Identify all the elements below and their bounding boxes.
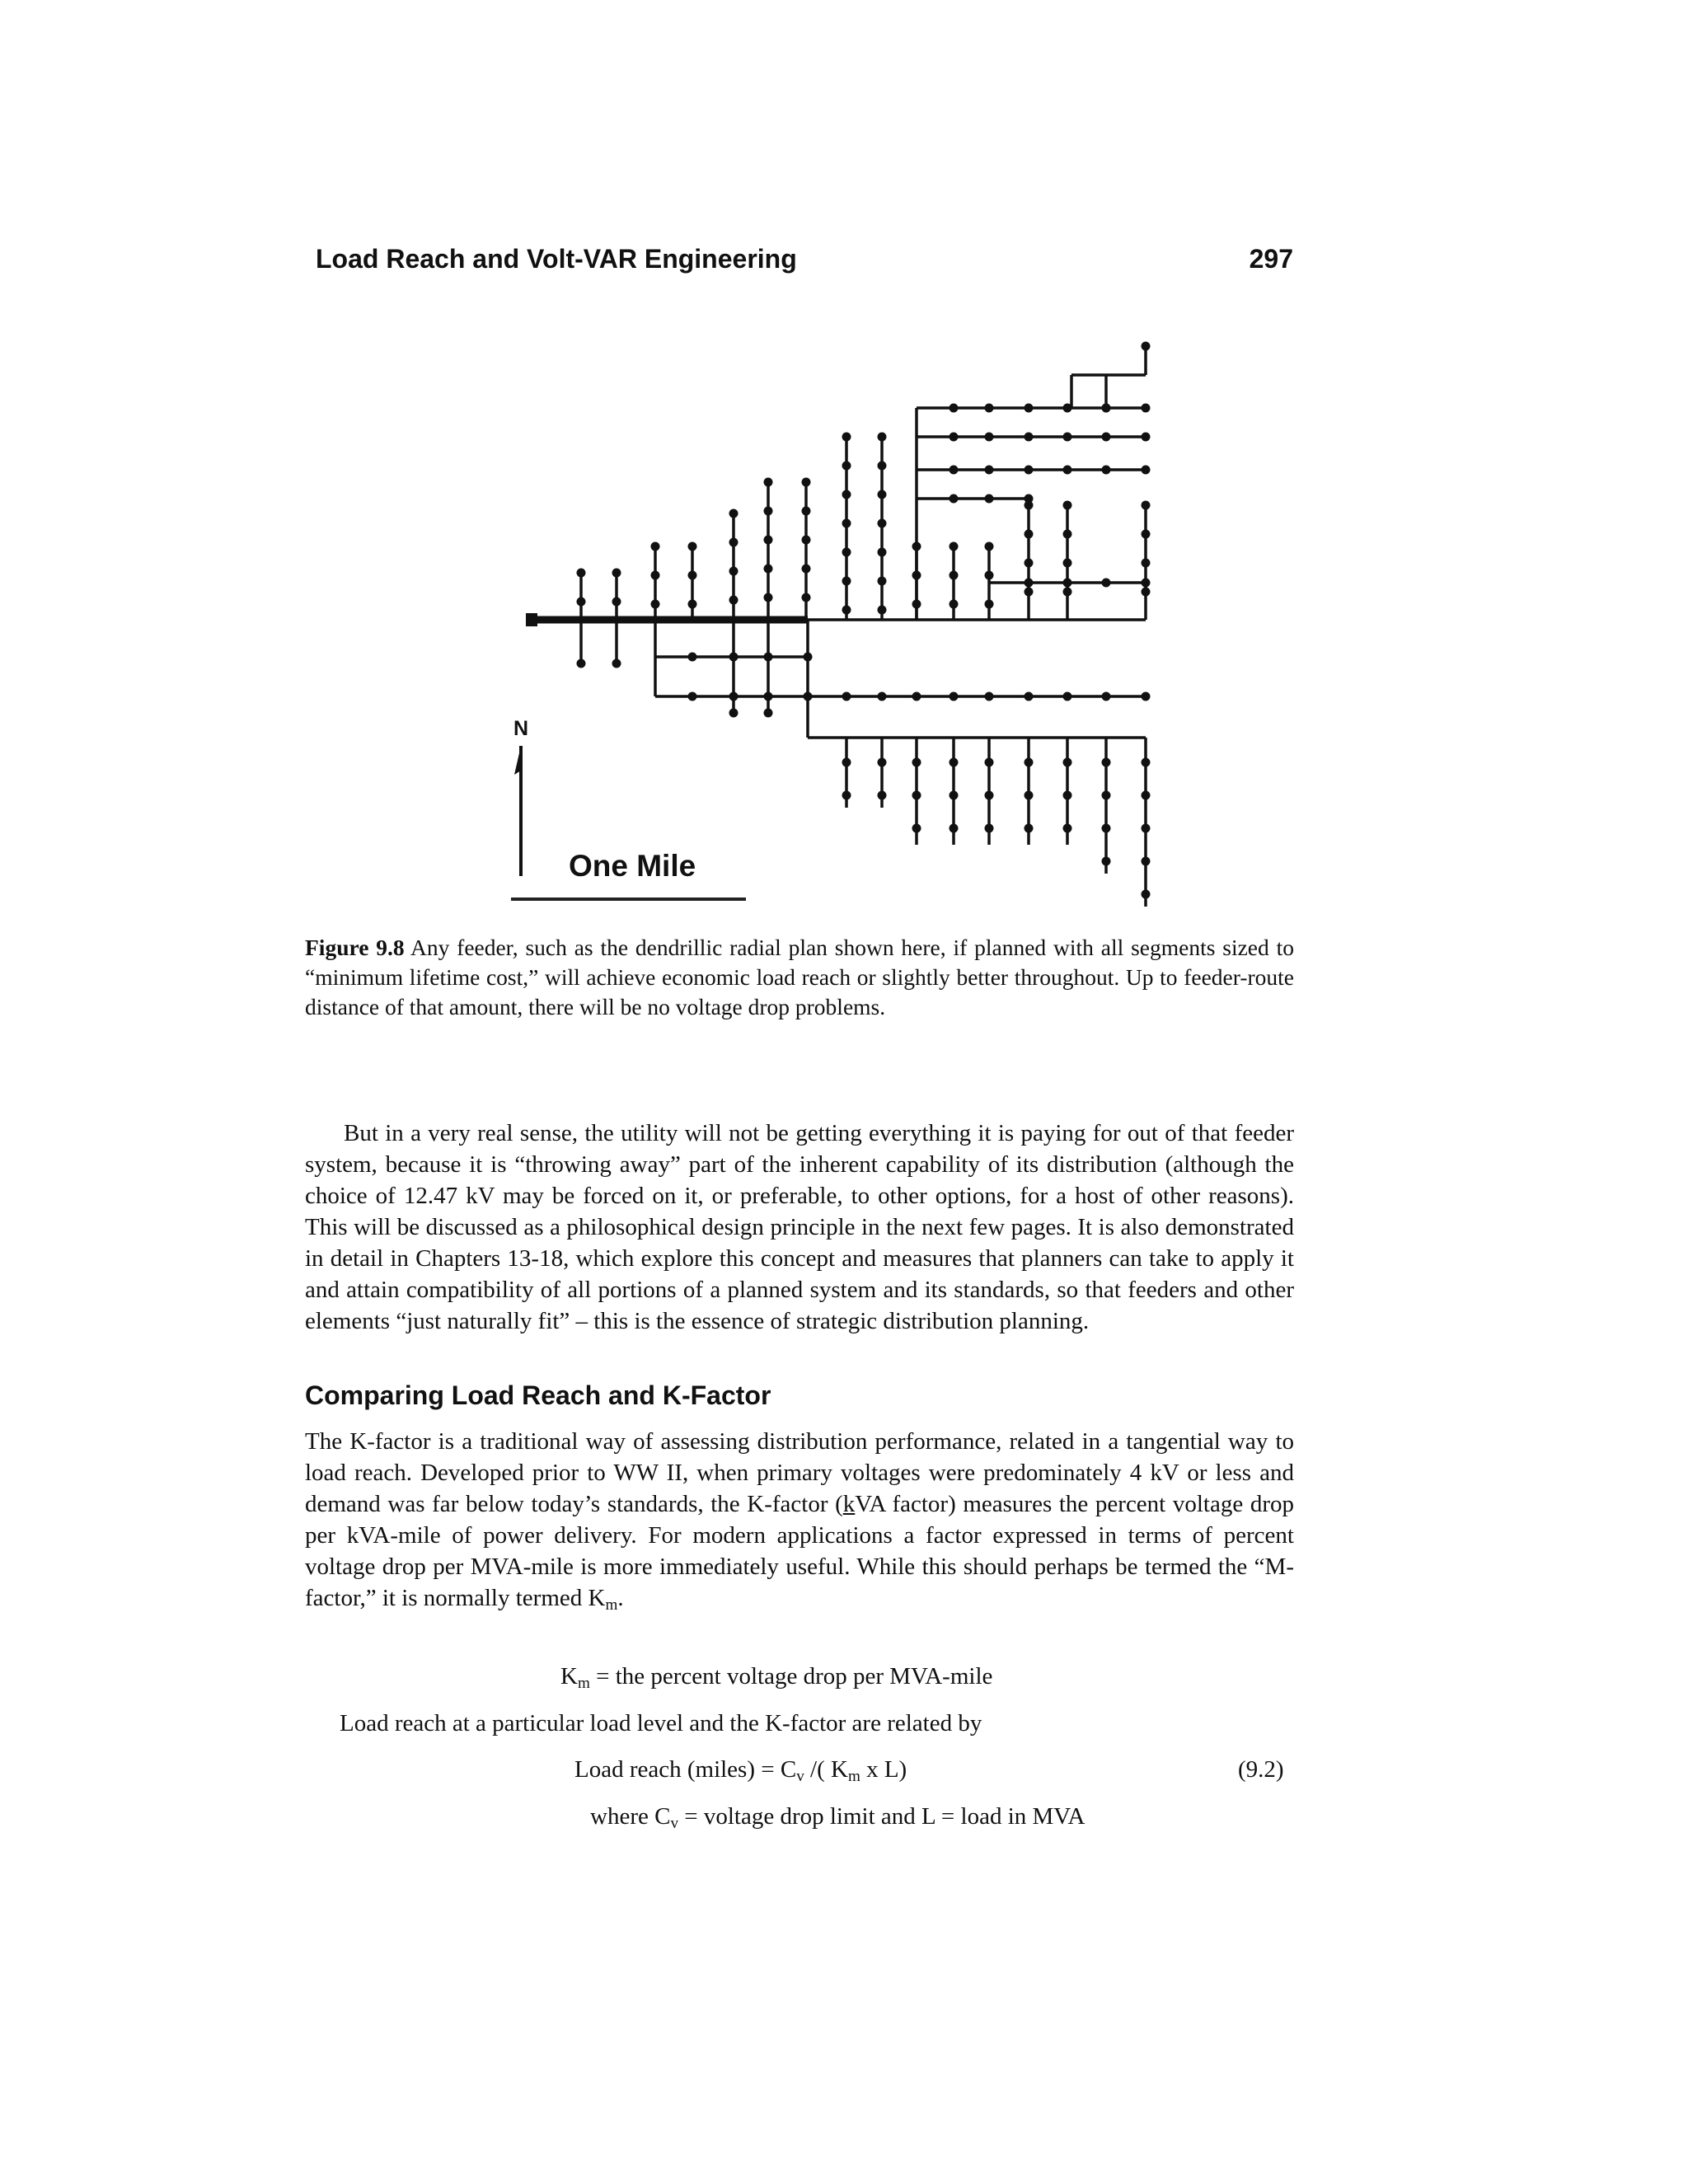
load-node [912, 824, 921, 833]
load-node [1102, 791, 1111, 800]
load-node [950, 494, 959, 504]
equation-cv-subscript: v [796, 1767, 804, 1785]
load-node [1063, 758, 1072, 767]
equation-mid: /( K [804, 1756, 848, 1783]
load-node [985, 466, 994, 475]
km-definition-text: = the percent voltage drop per MVA-mile [589, 1663, 993, 1690]
paragraph-2-subscript: m [605, 1596, 618, 1614]
load-node [878, 519, 887, 528]
paragraph-2-text-a: The K-factor is a traditional way of assessing distribution performance, related in a tangential way to load reach. Developed prior to WW II, when primary voltages were predominately 4 kV or less and demand was far below today’s standards, the K-factor ( [305, 1428, 1294, 1517]
paragraph-2-text-c: . [617, 1585, 624, 1611]
load-node [802, 565, 811, 574]
load-node [985, 692, 994, 701]
where-text-b: = voltage drop limit and L = load in MVA [678, 1803, 1085, 1830]
load-node [878, 692, 887, 701]
load-node [1102, 692, 1111, 701]
load-node [688, 692, 697, 701]
load-node [729, 538, 738, 547]
load-node [985, 824, 994, 833]
load-node [651, 600, 660, 609]
paragraph-2-text-b: VA factor) measures the percent voltage drop per kVA-mile of power delivery. For modern applications a factor expressed in terms of percent voltage drop per MVA-mile is more immediately useful. While this should perhaps be termed the “M-factor,” it is normally termed K [305, 1491, 1294, 1611]
load-node [1142, 501, 1151, 510]
load-node [1102, 579, 1111, 588]
scale-label: One Mile [569, 849, 696, 883]
load-node [985, 542, 994, 551]
load-node [1025, 494, 1034, 504]
load-node [651, 571, 660, 580]
load-node [878, 791, 887, 800]
load-node [612, 659, 621, 668]
load-node [985, 404, 994, 413]
load-node [950, 600, 959, 609]
load-node [985, 758, 994, 767]
where-text-a: where C [590, 1803, 671, 1830]
load-node [1025, 559, 1034, 568]
load-node [729, 596, 738, 605]
feeder-diagram [495, 326, 1179, 927]
load-node [878, 433, 887, 442]
equation-rhs: x L) [860, 1756, 907, 1783]
load-node [950, 542, 959, 551]
load-node [688, 571, 697, 580]
load-node [729, 567, 738, 576]
paragraph-2-underlined: k [842, 1491, 856, 1517]
load-node [1025, 692, 1034, 701]
load-node [1025, 433, 1034, 442]
load-node [577, 569, 586, 578]
load-node [1142, 824, 1151, 833]
load-node [1063, 404, 1072, 413]
load-node [1063, 501, 1072, 510]
load-node [1102, 824, 1111, 833]
load-node [912, 692, 921, 701]
load-node [764, 536, 773, 545]
load-node [912, 791, 921, 800]
load-node [1063, 433, 1072, 442]
load-node [764, 653, 773, 662]
load-node [842, 490, 851, 499]
load-node [688, 600, 697, 609]
load-node [878, 577, 887, 586]
load-node [912, 600, 921, 609]
load-node [842, 433, 851, 442]
load-node [842, 519, 851, 528]
load-node [1025, 588, 1034, 597]
load-node [1142, 791, 1151, 800]
load-node [842, 462, 851, 471]
load-node [1142, 466, 1151, 475]
load-node [1063, 588, 1072, 597]
load-node [1025, 824, 1034, 833]
load-node [651, 542, 660, 551]
page-header [316, 244, 1293, 277]
load-node [1142, 342, 1151, 351]
load-node [1142, 758, 1151, 767]
load-node [1142, 530, 1151, 539]
load-node [1102, 466, 1111, 475]
figure-caption-label: Figure 9.8 [305, 935, 405, 960]
load-node [1142, 857, 1151, 866]
load-node [612, 569, 621, 578]
load-node [950, 758, 959, 767]
load-node [842, 577, 851, 586]
load-node [1102, 857, 1111, 866]
equation-where [590, 1801, 1085, 1832]
load-node [842, 758, 851, 767]
load-node [804, 692, 813, 701]
load-node [985, 494, 994, 504]
load-node [802, 478, 811, 487]
equation-definition [560, 1661, 992, 1692]
load-node [842, 548, 851, 557]
load-node [842, 692, 851, 701]
load-node [950, 433, 959, 442]
section-heading: Comparing Load Reach and K-Factor [305, 1380, 771, 1410]
load-node [802, 536, 811, 545]
load-node [1063, 559, 1072, 568]
equation-km-subscript: m [847, 1767, 860, 1785]
load-node [729, 709, 738, 718]
load-node [842, 606, 851, 615]
km-symbol: K [560, 1663, 578, 1690]
load-node [1025, 579, 1034, 588]
load-node [1142, 433, 1151, 442]
load-node [950, 692, 959, 701]
load-node [912, 542, 921, 551]
load-node [729, 653, 738, 662]
north-label: N [513, 717, 529, 740]
figure-caption-text: Any feeder, such as the dendrillic radial plan shown here, if planned with all segments sized to “minimum lifetime cost,” will achieve economic load reach or slightly better throughout. Up to feeder-route distance of that amount, there will be no voltage drop problems. [305, 935, 1294, 1019]
load-node [950, 404, 959, 413]
load-node [577, 598, 586, 607]
load-node [1102, 758, 1111, 767]
load-node [729, 509, 738, 518]
load-node [912, 571, 921, 580]
load-node [1063, 791, 1072, 800]
load-node [1025, 466, 1034, 475]
load-node [1063, 579, 1072, 588]
load-node [802, 507, 811, 516]
load-node [1025, 530, 1034, 539]
load-node [764, 709, 773, 718]
load-node [1142, 890, 1151, 899]
load-node [804, 653, 813, 662]
load-node [878, 462, 887, 471]
load-node [878, 606, 887, 615]
load-node [764, 593, 773, 602]
load-node [764, 507, 773, 516]
scale-bar [511, 898, 746, 901]
load-node [912, 758, 921, 767]
load-node [985, 600, 994, 609]
load-node [1102, 433, 1111, 442]
load-node [1025, 758, 1034, 767]
load-node [1063, 692, 1072, 701]
load-node [688, 542, 697, 551]
where-subscript: v [670, 1814, 678, 1832]
load-node [688, 653, 697, 662]
load-node [1142, 559, 1151, 568]
load-node [842, 791, 851, 800]
equation-lhs: Load reach (miles) = C [574, 1756, 797, 1783]
load-node [985, 433, 994, 442]
load-node [985, 791, 994, 800]
load-node [950, 791, 959, 800]
load-node [878, 758, 887, 767]
load-node [1142, 579, 1151, 588]
load-node [1063, 466, 1072, 475]
load-node [764, 565, 773, 574]
load-node [1063, 824, 1072, 833]
load-node [612, 598, 621, 607]
page-number: 297 [1249, 244, 1293, 274]
running-head: Load Reach and Volt-VAR Engineering [316, 244, 797, 274]
load-node [764, 478, 773, 487]
paragraph-3: Load reach at a particular load level and the K-factor are related by [340, 1710, 982, 1736]
load-node [1063, 530, 1072, 539]
load-node [577, 659, 586, 668]
load-node [802, 593, 811, 602]
load-node [950, 466, 959, 475]
paragraph-2 [305, 1426, 1294, 1614]
load-node [1025, 404, 1034, 413]
load-node [950, 824, 959, 833]
load-node [878, 548, 887, 557]
load-node [1142, 404, 1151, 413]
figure-caption [305, 933, 1294, 1022]
load-node [1025, 791, 1034, 800]
load-node [764, 692, 773, 701]
load-node [1142, 692, 1151, 701]
load-node [950, 571, 959, 580]
load-node [1142, 588, 1151, 597]
load-node [878, 490, 887, 499]
load-node [1102, 404, 1111, 413]
load-node [729, 692, 738, 701]
load-node [985, 571, 994, 580]
paragraph-1: But in a very real sense, the utility will not be getting everything it is paying for out of that feeder system, because it is “throwing away” part of the inherent capability of its distribution (although the choice of 12.47 kV may be forced on it, or preferable, to other options, for a host of other reasons). This will be discussed as a philosophical design principle in the next few pages. It is also demonstrated in detail in Chapters 13-18, which explore this concept and measures that planners can take to apply it and attain compatibility of all portions of a planned system and its standards, so that feeders and other elements “just naturally fit” – this is the essence of strategic distribution planning. [305, 1120, 1294, 1334]
equation-number: (9.2) [1238, 1756, 1284, 1783]
km-subscript: m [577, 1674, 590, 1692]
equation-9-2 [574, 1754, 907, 1785]
